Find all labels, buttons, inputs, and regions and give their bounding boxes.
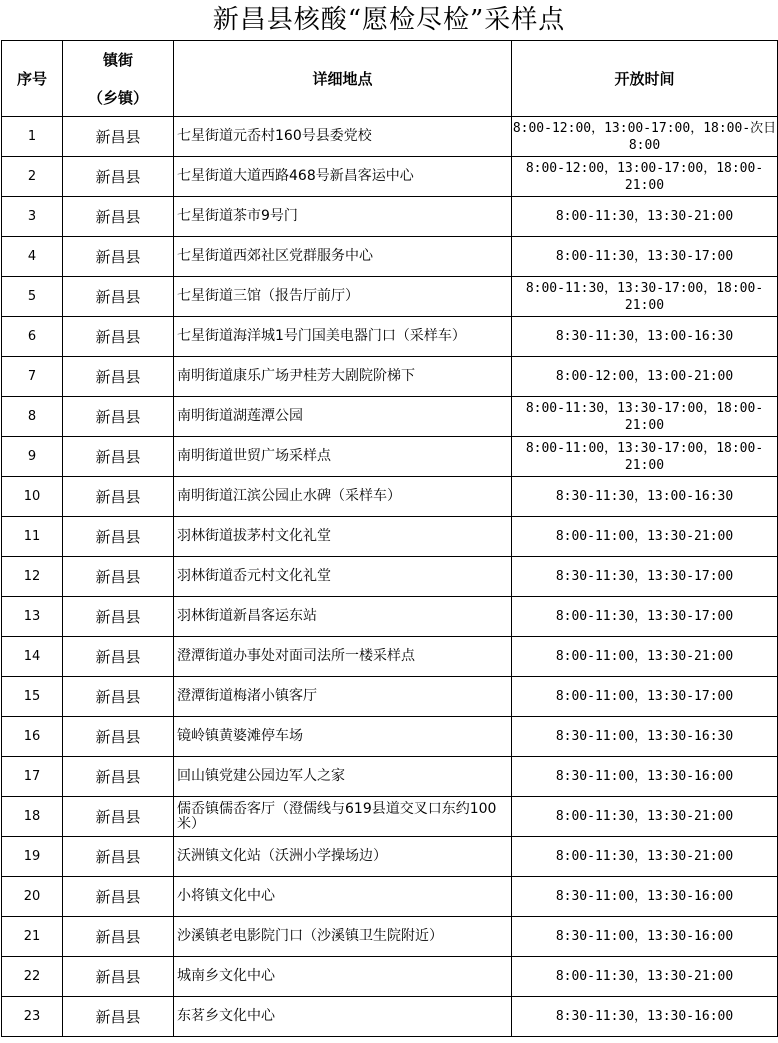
- row-hours: 8:00-11:00，13:30-21:00: [512, 517, 778, 557]
- row-address: 羽林街道新昌客运东站: [174, 597, 512, 637]
- row-index: 1: [2, 117, 63, 157]
- table-row: [2, 677, 778, 717]
- table-row: [2, 317, 778, 357]
- table-row: [2, 437, 778, 477]
- row-hours: 8:00-11:30，13:30-21:00: [512, 837, 778, 877]
- row-index: 8: [2, 397, 63, 437]
- row-index: 13: [2, 597, 63, 637]
- header-hours: 开放时间: [512, 41, 778, 117]
- header-address: 详细地点: [174, 41, 512, 117]
- row-hours: 8:00-12:00，13:00-17:00，18:00-21:00: [512, 157, 778, 197]
- table-row: [2, 837, 778, 877]
- row-hours: 8:00-11:30，13:30-21:00: [512, 197, 778, 237]
- table-row: [2, 357, 778, 397]
- row-address: 七星街道三馆（报告厅前厅）: [174, 277, 512, 317]
- row-hours: 8:00-12:00，13:00-21:00: [512, 357, 778, 397]
- row-town: 新昌县: [63, 597, 174, 637]
- table-body: [2, 117, 778, 1037]
- row-hours: 8:00-11:30，13:30-17:00，18:00-21:00: [512, 277, 778, 317]
- row-hours: 8:00-11:30，13:30-17:00: [512, 597, 778, 637]
- row-hours: 8:30-11:00，13:30-16:00: [512, 917, 778, 957]
- row-address: 七星街道海洋城1号门国美电器门口（采样车）: [174, 317, 512, 357]
- row-town: 新昌县: [63, 837, 174, 877]
- row-address: 南明街道世贸广场采样点: [174, 437, 512, 477]
- row-hours: 8:30-11:00，13:30-16:00: [512, 757, 778, 797]
- row-hours: 8:30-11:30，13:30-17:00: [512, 557, 778, 597]
- table-row: [2, 957, 778, 997]
- row-town: 新昌县: [63, 877, 174, 917]
- row-town: 新昌县: [63, 197, 174, 237]
- row-town: 新昌县: [63, 637, 174, 677]
- row-index: 11: [2, 517, 63, 557]
- row-town: 新昌县: [63, 517, 174, 557]
- table-row: [2, 237, 778, 277]
- row-town: 新昌县: [63, 357, 174, 397]
- table-row: [2, 517, 778, 557]
- row-hours: 8:00-11:30，13:30-17:00，18:00-21:00: [512, 397, 778, 437]
- row-address: 回山镇党建公园边军人之家: [174, 757, 512, 797]
- row-index: 14: [2, 637, 63, 677]
- row-town: 新昌县: [63, 917, 174, 957]
- row-index: 20: [2, 877, 63, 917]
- row-address: 南明街道康乐广场尹桂芳大剧院阶梯下: [174, 357, 512, 397]
- row-address: 小将镇文化中心: [174, 877, 512, 917]
- header-town-line2: （乡镇）: [63, 79, 174, 117]
- row-town: 新昌县: [63, 677, 174, 717]
- row-hours: 8:00-12:00，13:00-17:00，18:00-次日8:00: [512, 117, 778, 157]
- table-row: [2, 717, 778, 757]
- row-town: 新昌县: [63, 717, 174, 757]
- row-town: 新昌县: [63, 237, 174, 277]
- row-town: 新昌县: [63, 317, 174, 357]
- row-address: 南明街道江滨公园止水碑（采样车）: [174, 477, 512, 517]
- row-index: 17: [2, 757, 63, 797]
- row-index: 2: [2, 157, 63, 197]
- row-town: 新昌县: [63, 757, 174, 797]
- row-hours: 8:00-11:00，13:30-17:00，18:00-21:00: [512, 437, 778, 477]
- row-address: 羽林街道岙元村文化礼堂: [174, 557, 512, 597]
- row-town: 新昌县: [63, 957, 174, 997]
- table-row: [2, 157, 778, 197]
- row-address: 沙溪镇老电影院门口（沙溪镇卫生院附近）: [174, 917, 512, 957]
- row-address: 羽林街道拔茅村文化礼堂: [174, 517, 512, 557]
- row-hours: 8:00-11:30，13:30-17:00: [512, 237, 778, 277]
- table-row: [2, 197, 778, 237]
- row-address: 儒岙镇儒岙客厅（澄儒线与619县道交叉口东约100米）: [174, 797, 512, 837]
- table-row: [2, 397, 778, 437]
- row-index: 3: [2, 197, 63, 237]
- row-town: 新昌县: [63, 437, 174, 477]
- table-row: [2, 877, 778, 917]
- row-index: 7: [2, 357, 63, 397]
- row-hours: 8:00-11:00，13:30-17:00: [512, 677, 778, 717]
- row-address: 镜岭镇黄婆滩停车场: [174, 717, 512, 757]
- row-town: 新昌县: [63, 277, 174, 317]
- row-address: 澄潭街道梅渚小镇客厅: [174, 677, 512, 717]
- table-row: [2, 557, 778, 597]
- row-hours: 8:30-11:00，13:30-16:00: [512, 877, 778, 917]
- page-title: 新昌县核酸“愿检尽检”采样点: [212, 5, 566, 35]
- row-hours: 8:00-11:30，13:30-21:00: [512, 797, 778, 837]
- row-index: 12: [2, 557, 63, 597]
- row-hours: 8:30-11:30，13:30-16:00: [512, 997, 778, 1037]
- row-town: 新昌县: [63, 557, 174, 597]
- row-index: 6: [2, 317, 63, 357]
- table-row: [2, 277, 778, 317]
- row-address: 东茗乡文化中心: [174, 997, 512, 1037]
- table-row: [2, 637, 778, 677]
- header-index: 序号: [2, 41, 63, 117]
- row-address: 七星街道茶市9号门: [174, 197, 512, 237]
- row-address: 七星街道元岙村160号县委党校: [174, 117, 512, 157]
- row-index: 9: [2, 437, 63, 477]
- row-town: 新昌县: [63, 157, 174, 197]
- row-town: 新昌县: [63, 477, 174, 517]
- row-address: 沃洲镇文化站（沃洲小学操场边）: [174, 837, 512, 877]
- header-town-line1: 镇街: [63, 41, 174, 79]
- row-index: 23: [2, 997, 63, 1037]
- row-town: 新昌县: [63, 797, 174, 837]
- row-index: 4: [2, 237, 63, 277]
- row-hours: 8:30-11:30，13:00-16:30: [512, 477, 778, 517]
- row-hours: 8:30-11:30，13:00-16:30: [512, 317, 778, 357]
- table-row: [2, 597, 778, 637]
- row-index: 21: [2, 917, 63, 957]
- row-address: 七星街道西郊社区党群服务中心: [174, 237, 512, 277]
- row-address: 澄潭街道办事处对面司法所一楼采样点: [174, 637, 512, 677]
- sampling-sites-table: [1, 40, 778, 1037]
- row-index: 5: [2, 277, 63, 317]
- row-index: 18: [2, 797, 63, 837]
- table-row: [2, 797, 778, 837]
- table-row: [2, 477, 778, 517]
- row-hours: 8:30-11:00，13:30-16:30: [512, 717, 778, 757]
- row-town: 新昌县: [63, 117, 174, 157]
- row-address: 南明街道湖莲潭公园: [174, 397, 512, 437]
- row-hours: 8:00-11:00，13:30-21:00: [512, 637, 778, 677]
- row-index: 15: [2, 677, 63, 717]
- table-row: [2, 757, 778, 797]
- table-row: [2, 997, 778, 1037]
- row-index: 10: [2, 477, 63, 517]
- row-address: 城南乡文化中心: [174, 957, 512, 997]
- row-town: 新昌县: [63, 997, 174, 1037]
- row-town: 新昌县: [63, 397, 174, 437]
- row-address: 七星街道大道西路468号新昌客运中心: [174, 157, 512, 197]
- row-hours: 8:00-11:30，13:30-21:00: [512, 957, 778, 997]
- table-row: [2, 917, 778, 957]
- row-index: 22: [2, 957, 63, 997]
- row-index: 16: [2, 717, 63, 757]
- table-row: [2, 117, 778, 157]
- row-index: 19: [2, 837, 63, 877]
